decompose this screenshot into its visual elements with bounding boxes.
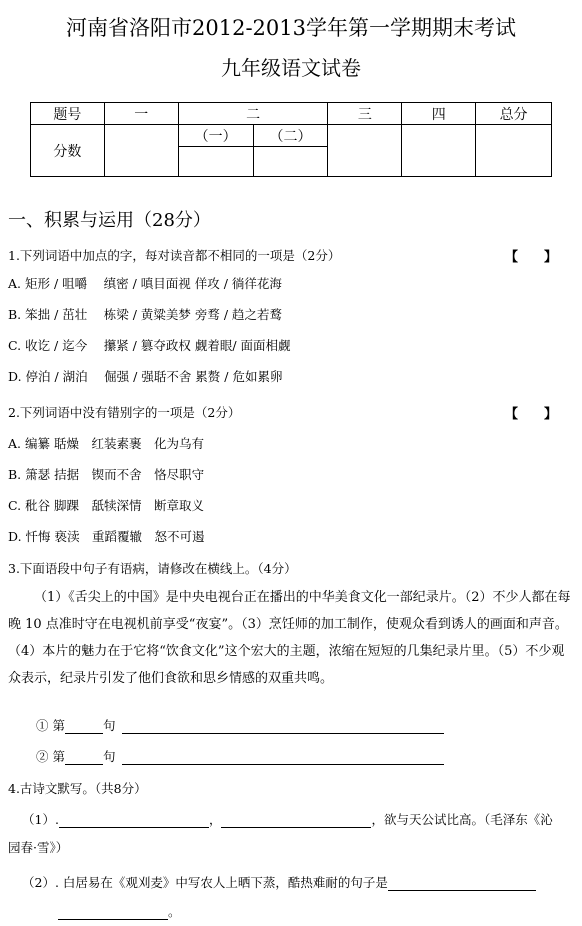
q2-stem: 2.下列词语中没有错别字的一项是（2分） <box>8 405 241 420</box>
q2-option-d: D. 忏悔 亵渎 重蹈覆辙 怒不可遏 <box>8 529 205 544</box>
q2-option-c: C. 秕谷 脚踝 舐犊深情 断章取义 <box>8 498 205 513</box>
q1-stem: 1.下列词语中加点的字，每对读音都不相同的一项是（2分） <box>8 248 341 263</box>
header-part-1: 一 <box>104 103 178 125</box>
q4-item1-number: （1）. <box>22 812 59 827</box>
q3-stem: 3.下面语段中句子有语病，请修改在横线上。（4分） <box>8 561 297 576</box>
score-cell-2-2[interactable] <box>253 147 328 177</box>
revision-blank-2[interactable] <box>122 750 444 765</box>
q4-item1-sep: ， <box>208 812 222 827</box>
sentence-no-blank-1[interactable] <box>65 719 103 734</box>
sentence-no-blank-2[interactable] <box>65 750 103 765</box>
score-cell-3[interactable] <box>328 125 402 177</box>
answer-prefix-1: ① 第 <box>36 718 65 733</box>
q1-option-a: A. 矩形 / 咀嚼 缜密 / 嗔目面视 佯攻 / 徜徉花海 <box>8 276 282 291</box>
header-total: 总分 <box>476 103 552 125</box>
header-part-3: 三 <box>328 103 402 125</box>
q1-option-c: C. 收讫 / 迄今 攥紧 / 篡夺政权 觑着眼/ 面面相觑 <box>8 338 291 353</box>
poem-blank-4[interactable] <box>58 905 168 920</box>
q4-item-2 <box>22 873 536 891</box>
q1-option-b: B. 笨拙 / 茁壮 栋梁 / 黄粱美梦 旁骛 / 趋之若鹜 <box>8 307 283 322</box>
section-title: 一、积累与运用（28分） <box>8 210 211 231</box>
q4-item1-tail: ，欲与天公试比高。（毛泽东《沁 <box>371 812 553 827</box>
exam-subtitle: 九年级语文试卷 <box>221 56 361 80</box>
header-part-2: 二 <box>178 103 328 125</box>
q1-answer-bracket[interactable]: 【 】 <box>505 250 558 265</box>
answer-prefix-2: ② 第 <box>36 749 65 764</box>
answer-mid-1: 句 <box>102 718 116 733</box>
score-table <box>30 102 552 177</box>
row-label-score: 分数 <box>31 125 105 177</box>
q4-item-2-cont <box>58 902 181 920</box>
q3-paragraph: （1）《舌尖上的中国》是中央电视台正在播出的中华美食文化一部纪录片。（2）不少人都在每晚 10 点准时守在电视机前享受“夜宴”。（3）烹饪师的加工制作，使观众看到诱人的画面和声音。（4）本片的魅力在于它将“饮食文化”这个宏大的主题，浓缩在短短的几集纪录片里。（5）不少观众表示，纪录片引发了他们食欲和思乡情感的双重共鸣。 <box>8 590 571 686</box>
poem-blank-3[interactable] <box>388 876 536 891</box>
q1-option-d: D. 停泊 / 湖泊 倔强 / 强聒不舍 累赘 / 危如累卵 <box>8 369 283 384</box>
revision-blank-1[interactable] <box>122 719 444 734</box>
q4-item-1 <box>22 810 553 828</box>
poem-blank-1[interactable] <box>59 813 209 828</box>
q4-item2-text: （2）. 白居易在《观刈麦》中写农人上晒下蒸，酷热难耐的句子是 <box>22 875 388 890</box>
header-question-no: 题号 <box>31 103 105 125</box>
score-cell-1[interactable] <box>104 125 178 177</box>
sub-header-2-2: （二） <box>253 125 328 147</box>
score-cell-2-1[interactable] <box>178 147 253 177</box>
q4-item2-end: 。 <box>168 904 181 919</box>
q3-answer-line-2 <box>36 747 444 765</box>
q3-answer-line-1 <box>36 716 444 734</box>
score-cell-4[interactable] <box>402 125 476 177</box>
q4-item1-tail2: 园春·雪》） <box>8 840 69 855</box>
q2-answer-bracket[interactable]: 【 】 <box>505 407 558 422</box>
exam-title: 河南省洛阳市2012-2013学年第一学期期末考试 <box>66 16 516 40</box>
score-cell-total[interactable] <box>476 125 552 177</box>
poem-blank-2[interactable] <box>221 813 371 828</box>
q2-option-a: A. 编纂 聒燥 红装素裹 化为乌有 <box>8 436 204 451</box>
answer-mid-2: 句 <box>102 749 116 764</box>
sub-header-2-1: （一） <box>178 125 253 147</box>
q4-stem: 4.古诗文默写。（共8分） <box>8 781 147 796</box>
q2-option-b: B. 箫瑟 拮据 锲而不舍 恪尽职守 <box>8 467 205 482</box>
header-part-4: 四 <box>402 103 476 125</box>
